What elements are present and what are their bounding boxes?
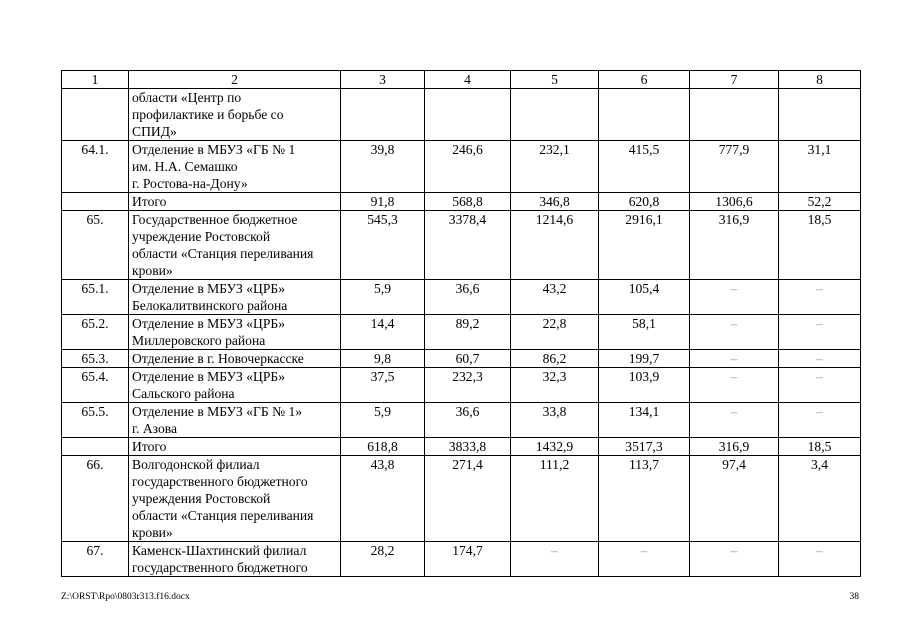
value-cell: 18,5 (779, 438, 861, 456)
value-cell: 620,8 (599, 193, 690, 211)
value-cell: 39,8 (341, 141, 425, 193)
row-name-line: государственного бюджетного (132, 474, 308, 489)
row-name-line: профилактике и борьбе со (132, 107, 284, 122)
value-cell: 346,8 (511, 193, 599, 211)
row-name-line: крови» (132, 525, 173, 540)
row-name-line: Белокалитвинского района (132, 298, 288, 313)
value-cell: – (690, 368, 779, 403)
value-cell: 568,8 (425, 193, 511, 211)
header-cell: 5 (511, 71, 599, 89)
value-cell: – (511, 542, 599, 577)
row-name-line: Отделение в г. Новочеркасске (132, 351, 304, 366)
value-cell: 60,7 (425, 350, 511, 368)
page-number: 38 (849, 592, 859, 602)
row-name-cell (129, 315, 341, 350)
value-cell: 316,9 (690, 211, 779, 280)
header-cell: 2 (129, 71, 341, 89)
row-number-cell: 65. (62, 211, 129, 280)
value-cell: – (779, 315, 861, 350)
footer-file-path: Z:\ORST\Rpo\0803r313.f16.docx (61, 592, 190, 602)
table-row (62, 193, 861, 211)
value-cell: 22,8 (511, 315, 599, 350)
value-cell: 3378,4 (425, 211, 511, 280)
value-cell: – (690, 280, 779, 315)
row-name-line: государственного бюджетного (132, 560, 308, 575)
value-cell (341, 89, 425, 141)
row-number-cell (62, 193, 129, 211)
value-cell: 91,8 (341, 193, 425, 211)
value-cell: – (779, 403, 861, 438)
value-cell (690, 89, 779, 141)
header-cell: 3 (341, 71, 425, 89)
value-cell: – (779, 368, 861, 403)
value-cell: – (779, 542, 861, 577)
row-name-line: Волгодонской филиал (132, 457, 260, 472)
value-cell: 103,9 (599, 368, 690, 403)
value-cell: 3,4 (779, 456, 861, 542)
value-cell: 777,9 (690, 141, 779, 193)
row-number-cell: 65.2. (62, 315, 129, 350)
value-cell: – (779, 280, 861, 315)
row-name-line: г. Азова (132, 421, 178, 436)
table-row (62, 89, 861, 141)
row-name-line: Государственное бюджетное (132, 212, 298, 227)
row-number-cell: 67. (62, 542, 129, 577)
row-number-cell: 66. (62, 456, 129, 542)
row-name-line: Отделение в МБУЗ «ЦРБ» (132, 281, 285, 296)
value-cell: 271,4 (425, 456, 511, 542)
value-cell: 232,3 (425, 368, 511, 403)
value-cell: 43,8 (341, 456, 425, 542)
row-name-line: Миллеровского района (132, 333, 266, 348)
table-header-row (62, 71, 861, 89)
row-name-line: области «Станция переливания (132, 508, 314, 523)
value-cell: 174,7 (425, 542, 511, 577)
row-name-line: им. Н.А. Семашко (132, 159, 238, 174)
value-cell: – (690, 542, 779, 577)
table-row (62, 438, 861, 456)
row-name-cell (129, 403, 341, 438)
value-cell: 246,6 (425, 141, 511, 193)
row-name-line: СПИД» (132, 124, 177, 139)
data-table (61, 70, 861, 577)
table-row (62, 456, 861, 542)
row-name-line: Отделение в МБУЗ «ЦРБ» (132, 316, 285, 331)
table-row (62, 211, 861, 280)
value-cell: 36,6 (425, 403, 511, 438)
value-cell: 32,3 (511, 368, 599, 403)
row-name-line: учреждения Ростовской (132, 491, 271, 506)
value-cell: 111,2 (511, 456, 599, 542)
value-cell: 86,2 (511, 350, 599, 368)
table-row (62, 141, 861, 193)
row-name-line: Итого (132, 194, 167, 209)
row-name-line: Сальского района (132, 386, 235, 401)
value-cell: 36,6 (425, 280, 511, 315)
row-name-line: учреждение Ростовской (132, 229, 271, 244)
table-row (62, 542, 861, 577)
row-name-line: области «Центр по (132, 90, 242, 105)
row-name-line: Отделение в МБУЗ «ГБ № 1» (132, 404, 303, 419)
value-cell: 58,1 (599, 315, 690, 350)
table-row (62, 280, 861, 315)
row-number-cell: 65.3. (62, 350, 129, 368)
value-cell: 43,2 (511, 280, 599, 315)
value-cell: 31,1 (779, 141, 861, 193)
row-name-cell (129, 542, 341, 577)
value-cell: 37,5 (341, 368, 425, 403)
row-name-cell (129, 211, 341, 280)
row-name-cell (129, 350, 341, 368)
value-cell (779, 89, 861, 141)
row-number-cell: 64.1. (62, 141, 129, 193)
value-cell: 113,7 (599, 456, 690, 542)
value-cell: – (779, 350, 861, 368)
value-cell: 3833,8 (425, 438, 511, 456)
row-name-cell (129, 456, 341, 542)
row-name-line: Каменск-Шахтинский филиал (132, 543, 307, 558)
value-cell: – (690, 403, 779, 438)
row-number-cell (62, 89, 129, 141)
table-row (62, 315, 861, 350)
row-name-line: г. Ростова-на-Дону» (132, 176, 248, 191)
row-name-line: Итого (132, 439, 167, 454)
header-cell: 1 (62, 71, 129, 89)
value-cell: 5,9 (341, 280, 425, 315)
row-name-cell (129, 438, 341, 456)
table-row (62, 350, 861, 368)
value-cell (599, 89, 690, 141)
value-cell: 316,9 (690, 438, 779, 456)
value-cell: 134,1 (599, 403, 690, 438)
row-name-cell (129, 141, 341, 193)
table-row (62, 368, 861, 403)
value-cell: 18,5 (779, 211, 861, 280)
value-cell: 1306,6 (690, 193, 779, 211)
header-cell: 7 (690, 71, 779, 89)
row-name-line: области «Станция переливания (132, 246, 314, 261)
row-name-cell (129, 368, 341, 403)
row-name-line: Отделение в МБУЗ «ГБ № 1 (132, 142, 296, 157)
value-cell: 545,3 (341, 211, 425, 280)
value-cell: 1432,9 (511, 438, 599, 456)
row-name-cell (129, 280, 341, 315)
value-cell (425, 89, 511, 141)
value-cell: 14,4 (341, 315, 425, 350)
value-cell: 89,2 (425, 315, 511, 350)
value-cell: 28,2 (341, 542, 425, 577)
value-cell: – (690, 315, 779, 350)
value-cell: 199,7 (599, 350, 690, 368)
value-cell: 52,2 (779, 193, 861, 211)
value-cell: 232,1 (511, 141, 599, 193)
value-cell: 9,8 (341, 350, 425, 368)
value-cell: 105,4 (599, 280, 690, 315)
value-cell: 1214,6 (511, 211, 599, 280)
value-cell: 2916,1 (599, 211, 690, 280)
value-cell: 3517,3 (599, 438, 690, 456)
row-name-cell (129, 89, 341, 141)
table-row (62, 403, 861, 438)
value-cell: 5,9 (341, 403, 425, 438)
row-number-cell (62, 438, 129, 456)
header-cell: 6 (599, 71, 690, 89)
header-cell: 8 (779, 71, 861, 89)
row-number-cell: 65.5. (62, 403, 129, 438)
row-number-cell: 65.4. (62, 368, 129, 403)
value-cell: 618,8 (341, 438, 425, 456)
value-cell: 33,8 (511, 403, 599, 438)
row-name-cell (129, 193, 341, 211)
row-name-line: Отделение в МБУЗ «ЦРБ» (132, 369, 285, 384)
row-name-line: крови» (132, 263, 173, 278)
value-cell (511, 89, 599, 141)
header-cell: 4 (425, 71, 511, 89)
value-cell: – (690, 350, 779, 368)
row-number-cell: 65.1. (62, 280, 129, 315)
value-cell: 97,4 (690, 456, 779, 542)
value-cell: 415,5 (599, 141, 690, 193)
value-cell: – (599, 542, 690, 577)
